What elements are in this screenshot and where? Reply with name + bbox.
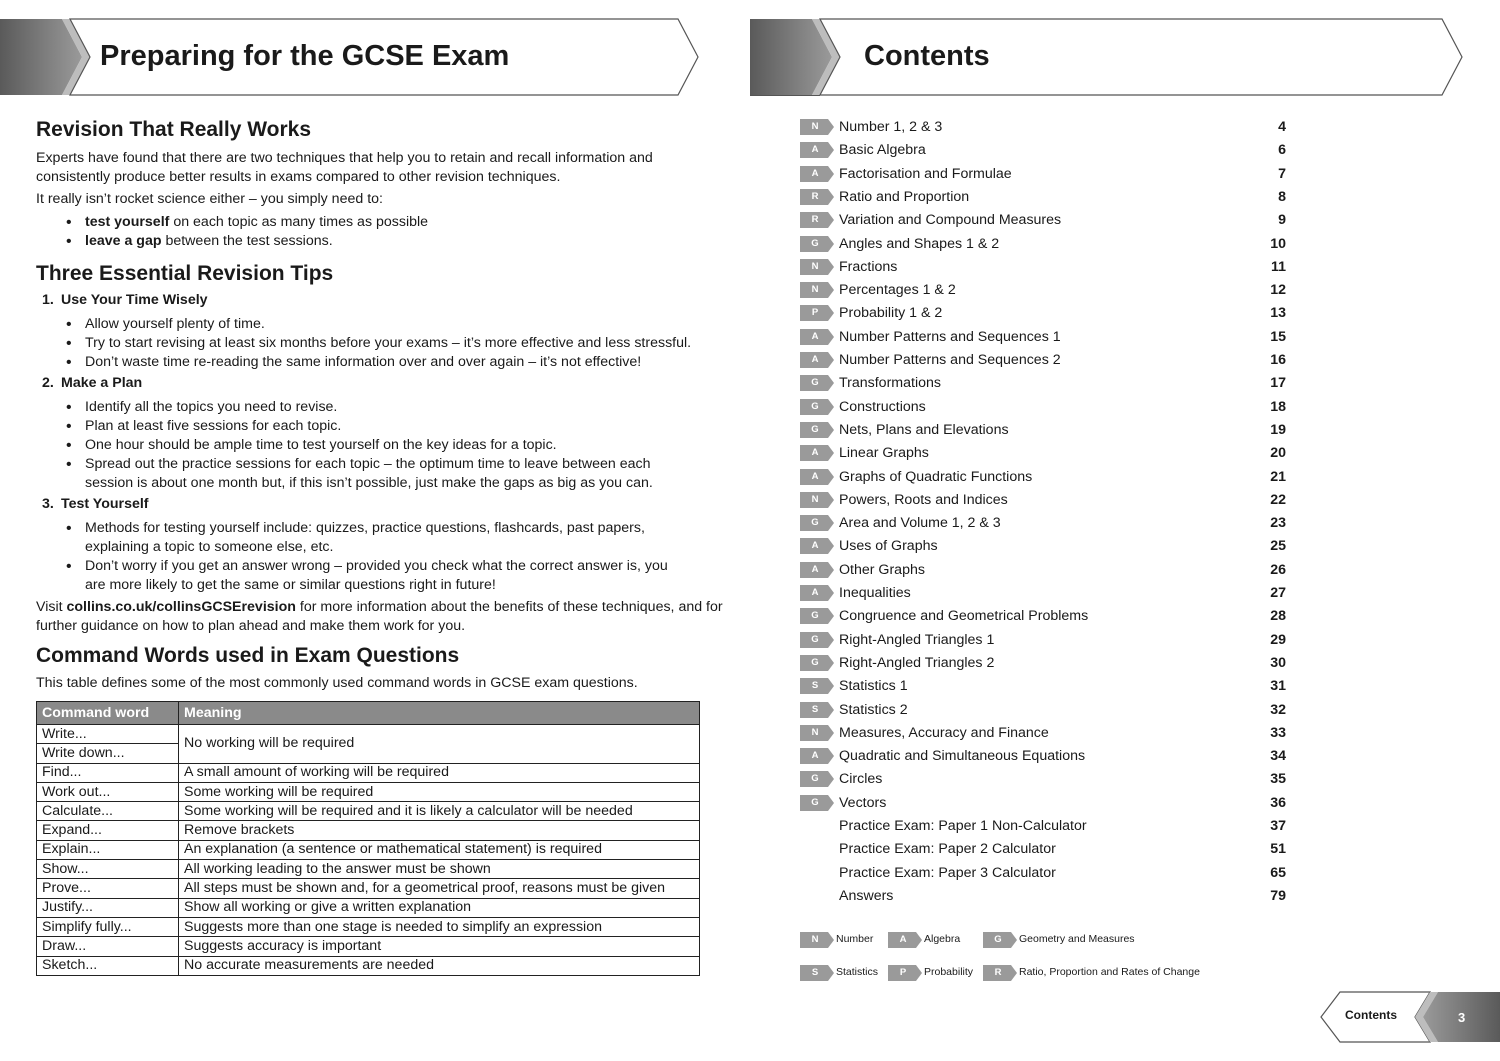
contents-item-title: Congruence and Geometrical Problems bbox=[839, 608, 1089, 625]
meaning-cell: No accurate measurements are needed bbox=[179, 956, 700, 975]
contents-item-title: Practice Exam: Paper 1 Non-Calculator bbox=[839, 818, 1087, 834]
contents-item-page: 10 bbox=[1270, 235, 1286, 252]
contents-row[interactable] bbox=[800, 770, 1290, 790]
topic-tag bbox=[800, 492, 834, 508]
bullet-item: • One hour should be ample time to test yourself on the key ideas for a topic. bbox=[66, 436, 706, 455]
topic-tag bbox=[800, 375, 834, 391]
meaning-cell: All steps must be shown and, for a geometrical proof, reasons must be given bbox=[179, 879, 700, 898]
contents-row[interactable] bbox=[800, 747, 1290, 767]
table-row bbox=[37, 782, 700, 801]
column-header: Command word bbox=[37, 702, 179, 725]
topic-tag-letter: G bbox=[811, 633, 819, 645]
contents-item-page: 35 bbox=[1270, 771, 1286, 788]
bullet-item: • Don’t waste time re-reading the same information over and over again – it’s not effective! bbox=[66, 353, 706, 372]
legend-label: Ratio, Proportion and Rates of Change bbox=[1019, 966, 1200, 978]
contents-item-page: 4 bbox=[1278, 119, 1286, 135]
legend-tag bbox=[888, 965, 922, 981]
topic-tag-letter: A bbox=[811, 750, 819, 762]
right-page-header bbox=[750, 18, 1466, 96]
topic-tag bbox=[800, 771, 834, 787]
legend-tag bbox=[983, 932, 1017, 948]
contents-row[interactable] bbox=[800, 281, 1290, 301]
table-row bbox=[37, 860, 700, 879]
contents-item-title: Graphs of Quadratic Functions bbox=[839, 468, 1033, 485]
contents-row[interactable] bbox=[800, 188, 1290, 208]
topic-tag-letter: A bbox=[811, 167, 819, 179]
contents-row[interactable] bbox=[800, 794, 1290, 814]
contents-item-page: 17 bbox=[1270, 375, 1286, 392]
page-number: 3 bbox=[1458, 1010, 1466, 1025]
contents-item-page: 22 bbox=[1270, 491, 1286, 508]
contents-item-title: Area and Volume 1, 2 & 3 bbox=[839, 515, 1001, 532]
contents-item-title: Circles bbox=[839, 771, 883, 788]
topic-tag-letter: G bbox=[811, 773, 819, 785]
topic-tag-letter: G bbox=[811, 377, 819, 389]
topic-tag-letter: A bbox=[811, 587, 819, 598]
visit-paragraph: Visit collins.co.uk/collinsGCSErevision for more information about the benefits of these techniques, and for bbox=[36, 599, 723, 615]
contents-item-page: 65 bbox=[1270, 864, 1286, 881]
contents-item-title: Quadratic and Simultaneous Equations bbox=[839, 748, 1086, 765]
topic-tag bbox=[800, 259, 834, 275]
tip-heading: 2. Make a Plan bbox=[42, 375, 143, 391]
footer-page-tab bbox=[1320, 991, 1500, 1043]
contents-item-page: 13 bbox=[1270, 305, 1286, 322]
topic-tag bbox=[800, 469, 834, 485]
table-row bbox=[37, 917, 700, 936]
contents-row[interactable] bbox=[800, 654, 1290, 674]
contents-item-title: Right-Angled Triangles 2 bbox=[839, 654, 995, 671]
contents-item-title: Inequalities bbox=[839, 585, 911, 601]
contents-row[interactable] bbox=[800, 258, 1290, 278]
contents-row[interactable] bbox=[800, 468, 1290, 488]
contents-item-page: 20 bbox=[1270, 445, 1286, 462]
topic-tag bbox=[800, 515, 834, 531]
topic-tag-letter: G bbox=[811, 423, 819, 435]
contents-item-page: 7 bbox=[1278, 165, 1286, 182]
bullet-item: • Plan at least five sessions for each topic. bbox=[66, 417, 706, 436]
topic-tag-letter: R bbox=[811, 214, 819, 226]
contents-item-page: 36 bbox=[1270, 794, 1286, 811]
contents-item-title: Measures, Accuracy and Finance bbox=[839, 724, 1049, 741]
command-word-cell: Sketch... bbox=[37, 956, 179, 975]
contents-item-page: 34 bbox=[1270, 748, 1286, 765]
contents-item-title: Percentages 1 & 2 bbox=[839, 282, 956, 299]
legend-tag bbox=[800, 965, 834, 981]
topic-tag-letter: A bbox=[811, 447, 819, 459]
contents-row[interactable] bbox=[800, 631, 1290, 651]
command-word-cell: Expand... bbox=[37, 821, 179, 840]
contents-row[interactable] bbox=[800, 537, 1290, 557]
meaning-cell: Remove brackets bbox=[179, 821, 700, 840]
topic-tag bbox=[800, 748, 834, 764]
bullet-continuation: are more likely to get the same or similar questions right in future! bbox=[85, 577, 496, 593]
bullet-item: • Don’t worry if you get an answer wrong – provided you check what the correct answer is, you bbox=[66, 557, 706, 576]
topic-tag bbox=[800, 702, 834, 718]
contents-item-title: Constructions bbox=[839, 398, 926, 415]
contents-row[interactable] bbox=[800, 211, 1290, 231]
topic-tag-letter: R bbox=[811, 190, 819, 202]
topic-tag-letter: G bbox=[811, 796, 819, 808]
meaning-cell: Some working will be required and it is likely a calculator will be needed bbox=[179, 802, 700, 821]
command-word-cell: Write down... bbox=[37, 744, 179, 763]
topic-tag-letter: G bbox=[811, 517, 819, 529]
contents-row[interactable] bbox=[800, 887, 1290, 907]
topic-tag bbox=[800, 189, 834, 205]
command-word-cell: Prove... bbox=[37, 879, 179, 898]
contents-item-title: Factorisation and Formulae bbox=[839, 165, 1012, 182]
contents-item-title: Uses of Graphs bbox=[839, 538, 938, 555]
contents-item-page: 21 bbox=[1270, 468, 1286, 485]
topic-tag bbox=[800, 236, 834, 252]
contents-item-title: Probability 1 & 2 bbox=[839, 305, 943, 322]
topic-tag-letter: A bbox=[811, 470, 819, 482]
topic-tag bbox=[800, 562, 834, 578]
contents-row[interactable] bbox=[800, 677, 1290, 697]
bullet-item: • Allow yourself plenty of time. bbox=[66, 315, 706, 334]
tip-heading: 1. Use Your Time Wisely bbox=[42, 292, 208, 308]
bullet-item: • Methods for testing yourself include: quizzes, practice questions, flashcards, past papers, bbox=[66, 519, 706, 538]
contents-item-title: Vectors bbox=[839, 794, 887, 811]
contents-item-page: 33 bbox=[1270, 724, 1286, 741]
contents-row[interactable] bbox=[800, 165, 1290, 185]
section-heading-revision: Revision That Really Works bbox=[36, 118, 312, 141]
page-title: Preparing for the GCSE Exam bbox=[100, 40, 510, 72]
legend-tag-letter: R bbox=[994, 967, 1002, 978]
contents-item-title: Answers bbox=[839, 887, 894, 904]
contents-item-title: Transformations bbox=[839, 375, 941, 392]
contents-row[interactable] bbox=[800, 584, 1290, 604]
legend-tag-letter: G bbox=[994, 934, 1002, 945]
command-word-cell: Simplify fully... bbox=[37, 917, 179, 936]
table-row bbox=[37, 840, 700, 859]
contents-row[interactable] bbox=[800, 724, 1290, 744]
topic-tag bbox=[800, 352, 834, 368]
section-heading-command-words: Command Words used in Exam Questions bbox=[36, 644, 460, 667]
topic-tag-letter: P bbox=[811, 307, 819, 319]
table-row bbox=[37, 725, 700, 744]
contents-item-page: 31 bbox=[1270, 678, 1286, 695]
column-header: Meaning bbox=[179, 702, 700, 725]
contents-item-title: Nets, Plans and Elevations bbox=[839, 421, 1009, 438]
legend-tag-letter: N bbox=[811, 934, 819, 945]
contents-item-page: 6 bbox=[1278, 142, 1286, 159]
contents-row[interactable] bbox=[800, 118, 1290, 138]
contents-row[interactable] bbox=[800, 374, 1290, 394]
legend-tag-letter: P bbox=[899, 967, 907, 978]
topic-tag bbox=[800, 142, 834, 158]
paragraph-line: further guidance on how to plan ahead and make them work for you. bbox=[36, 618, 466, 634]
topic-tag-letter: A bbox=[811, 330, 819, 342]
contents-row[interactable] bbox=[800, 864, 1290, 884]
topic-tag-letter: G bbox=[811, 656, 819, 668]
contents-item-page: 15 bbox=[1270, 328, 1286, 345]
topic-tag bbox=[800, 585, 834, 601]
topic-tag-letter: N bbox=[811, 284, 819, 296]
contents-item-title: Number 1, 2 & 3 bbox=[839, 119, 943, 135]
contents-item-page: 11 bbox=[1271, 258, 1286, 275]
topic-tag bbox=[800, 329, 834, 345]
contents-row[interactable] bbox=[800, 491, 1290, 511]
contents-item-page: 12 bbox=[1270, 282, 1286, 299]
contents-item-page: 18 bbox=[1270, 398, 1286, 415]
contents-row[interactable] bbox=[800, 444, 1290, 464]
command-words-table bbox=[36, 701, 700, 976]
contents-item-page: 51 bbox=[1270, 841, 1286, 858]
topic-tag bbox=[800, 305, 834, 321]
meaning-cell: Show all working or give a written explanation bbox=[179, 898, 700, 917]
bullet-item: • leave a gap between the test sessions. bbox=[66, 232, 706, 251]
legend-tag bbox=[888, 932, 922, 948]
meaning-cell: Suggests more than one stage is needed to simplify an expression bbox=[179, 917, 700, 936]
table-header-row bbox=[37, 702, 700, 725]
topic-tag bbox=[800, 632, 834, 648]
topic-tag bbox=[800, 119, 834, 135]
contents-item-page: 26 bbox=[1270, 561, 1286, 578]
contents-item-title: Number Patterns and Sequences 2 bbox=[839, 352, 1061, 368]
contents-row[interactable] bbox=[800, 607, 1290, 627]
bullet-continuation: session is about one month but, if this isn’t possible, just make the gaps as big as you can. bbox=[85, 475, 653, 491]
contents-item-title: Practice Exam: Paper 2 Calculator bbox=[839, 841, 1056, 858]
meaning-cell: No working will be required bbox=[179, 725, 700, 764]
legend-label: Statistics bbox=[836, 966, 879, 978]
command-word-cell: Draw... bbox=[37, 937, 179, 956]
table-row bbox=[37, 956, 700, 975]
topic-tag-letter: A bbox=[811, 354, 819, 365]
legend-tag bbox=[800, 932, 834, 948]
table-row bbox=[37, 802, 700, 821]
contents-row[interactable] bbox=[800, 561, 1290, 581]
contents-row[interactable] bbox=[800, 398, 1290, 418]
topic-tag-letter: N bbox=[811, 493, 819, 505]
contents-item-title: Statistics 2 bbox=[839, 701, 908, 718]
legend-label: Number bbox=[836, 933, 874, 945]
contents-item-title: Variation and Compound Measures bbox=[839, 212, 1062, 229]
bullet-item: • Spread out the practice sessions for each topic – the optimum time to leave between each bbox=[66, 455, 706, 474]
topic-tag bbox=[800, 282, 834, 298]
contents-item-title: Practice Exam: Paper 3 Calculator bbox=[839, 864, 1056, 881]
command-word-cell: Find... bbox=[37, 763, 179, 782]
contents-item-title: Basic Algebra bbox=[839, 142, 926, 159]
contents-item-title: Ratio and Proportion bbox=[839, 188, 970, 205]
paragraph-line: consistently produce better results in exams compared to other revision techniques. bbox=[36, 169, 561, 185]
command-word-cell: Show... bbox=[37, 860, 179, 879]
topic-tag-letter: N bbox=[811, 726, 819, 738]
topic-tag-letter: A bbox=[811, 540, 819, 552]
contents-item-page: 8 bbox=[1278, 188, 1286, 205]
contents-item-page: 30 bbox=[1270, 654, 1286, 671]
contents-title: Contents bbox=[864, 40, 990, 72]
bullet-item: • Identify all the topics you need to revise. bbox=[66, 398, 706, 417]
contents-row[interactable] bbox=[800, 701, 1290, 721]
contents-row[interactable] bbox=[800, 141, 1290, 161]
topic-tag bbox=[800, 212, 834, 228]
contents-row[interactable] bbox=[800, 351, 1290, 371]
contents-row[interactable] bbox=[800, 304, 1290, 324]
topic-tag-letter: N bbox=[811, 121, 819, 132]
meaning-cell: An explanation (a sentence or mathematical statement) is required bbox=[179, 840, 700, 859]
command-word-cell: Work out... bbox=[37, 782, 179, 801]
legend-tag-letter: A bbox=[899, 934, 907, 945]
contents-item-title: Right-Angled Triangles 1 bbox=[839, 631, 995, 648]
table-row bbox=[37, 879, 700, 898]
footer-label: Contents bbox=[1345, 1008, 1397, 1022]
table-row bbox=[37, 821, 700, 840]
command-word-cell: Explain... bbox=[37, 840, 179, 859]
contents-item-page: 29 bbox=[1270, 631, 1286, 648]
meaning-cell: Suggests accuracy is important bbox=[179, 937, 700, 956]
section-heading-tips: Three Essential Revision Tips bbox=[36, 262, 334, 285]
contents-item-page: 32 bbox=[1270, 701, 1286, 718]
meaning-cell: A small amount of working will be required bbox=[179, 763, 700, 782]
table-row bbox=[37, 763, 700, 782]
topic-tag bbox=[800, 608, 834, 624]
contents-item-page: 37 bbox=[1270, 818, 1286, 834]
contents-item-page: 16 bbox=[1270, 352, 1286, 368]
topic-tag-letter: G bbox=[811, 400, 819, 412]
meaning-cell: Some working will be required bbox=[179, 782, 700, 801]
collins-link[interactable]: collins.co.uk/collinsGCSErevision bbox=[66, 599, 296, 615]
table-intro: This table defines some of the most commonly used command words in GCSE exam questions. bbox=[36, 675, 638, 691]
topic-tag-letter: G bbox=[811, 610, 819, 622]
contents-item-page: 9 bbox=[1278, 212, 1286, 229]
contents-item-title: Statistics 1 bbox=[839, 678, 908, 695]
contents-item-title: Fractions bbox=[839, 258, 898, 275]
paragraph-line: It really isn’t rocket science either – you simply need to: bbox=[36, 191, 383, 207]
command-word-cell: Write... bbox=[37, 725, 179, 744]
legend-tag-letter: S bbox=[811, 967, 819, 978]
left-page-header bbox=[0, 18, 702, 96]
legend-label: Algebra bbox=[924, 933, 961, 945]
topic-tag bbox=[800, 655, 834, 671]
topic-tag bbox=[800, 725, 834, 741]
contents-item-page: 19 bbox=[1270, 421, 1286, 438]
legend-tag bbox=[983, 965, 1017, 981]
contents-item-page: 25 bbox=[1270, 538, 1286, 555]
contents-row[interactable] bbox=[800, 840, 1290, 860]
right-header-shape bbox=[750, 18, 1466, 98]
tip-heading: 3. Test Yourself bbox=[42, 496, 149, 512]
meaning-cell: All working leading to the answer must be shown bbox=[179, 860, 700, 879]
topic-tag bbox=[800, 166, 834, 182]
contents-row[interactable] bbox=[800, 514, 1290, 534]
contents-row[interactable] bbox=[800, 328, 1290, 348]
bullet-continuation: explaining a topic to someone else, etc. bbox=[85, 539, 334, 555]
contents-item-title: Powers, Roots and Indices bbox=[839, 491, 1008, 508]
contents-item-title: Linear Graphs bbox=[839, 445, 929, 462]
bullet-item: • Try to start revising at least six months before your exams – it’s more effective and less stressful. bbox=[66, 334, 706, 353]
topic-tag-letter: A bbox=[811, 144, 819, 156]
legend-label: Probability bbox=[924, 966, 974, 978]
topic-tag-letter: S bbox=[811, 680, 819, 692]
contents-row[interactable] bbox=[800, 421, 1290, 441]
contents-item-page: 28 bbox=[1270, 608, 1286, 625]
contents-row[interactable] bbox=[800, 235, 1290, 255]
contents-item-page: 79 bbox=[1270, 887, 1286, 904]
contents-item-page: 23 bbox=[1270, 515, 1286, 532]
command-word-cell: Calculate... bbox=[37, 802, 179, 821]
command-word-cell: Justify... bbox=[37, 898, 179, 917]
topic-tag bbox=[800, 399, 834, 415]
bullet-item: • test yourself on each topic as many times as possible bbox=[66, 213, 706, 232]
contents-row[interactable] bbox=[800, 817, 1290, 837]
contents-item-title: Angles and Shapes 1 & 2 bbox=[839, 235, 1000, 252]
topic-tag bbox=[800, 422, 834, 438]
legend-label: Geometry and Measures bbox=[1019, 933, 1135, 945]
paragraph-line: Experts have found that there are two techniques that help you to retain and recall information and bbox=[36, 150, 653, 166]
topic-tag bbox=[800, 538, 834, 554]
contents-item-page: 27 bbox=[1270, 585, 1286, 601]
topic-tag-letter: S bbox=[811, 703, 819, 715]
table-row bbox=[37, 937, 700, 956]
topic-tag bbox=[800, 795, 834, 811]
topic-tag bbox=[800, 678, 834, 694]
topic-tag bbox=[800, 445, 834, 461]
topic-tag-letter: N bbox=[811, 260, 819, 272]
topic-tag-letter: A bbox=[811, 563, 819, 575]
table-row bbox=[37, 898, 700, 917]
contents-item-title: Number Patterns and Sequences 1 bbox=[839, 328, 1061, 345]
topic-tag-letter: G bbox=[811, 237, 819, 249]
contents-item-title: Other Graphs bbox=[839, 561, 925, 578]
